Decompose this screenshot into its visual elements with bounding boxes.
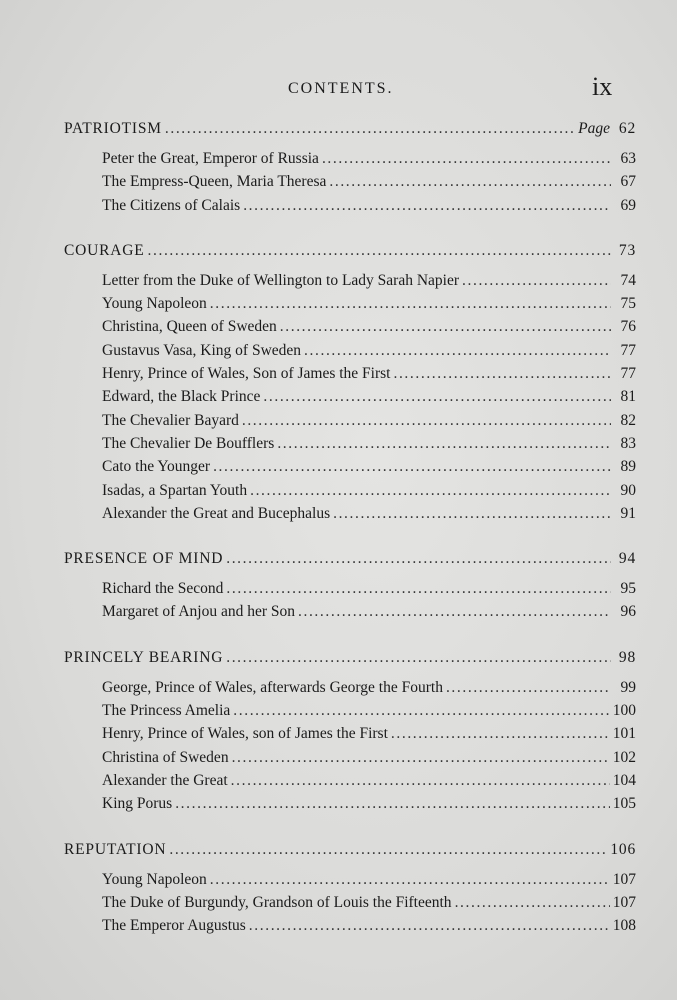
dot-leader (304, 342, 611, 360)
dot-leader (263, 388, 611, 406)
section-title: COURAGE (64, 241, 145, 259)
toc-section (64, 550, 636, 627)
dot-leader (462, 272, 611, 290)
dot-leader (393, 365, 611, 383)
dot-leader (322, 150, 611, 168)
toc-entry (64, 749, 636, 772)
section-title: PRESENCE OF MIND (64, 550, 224, 568)
entry-title: Young Napoleon (102, 295, 207, 313)
toc-entry (64, 603, 636, 626)
dot-leader (232, 749, 610, 767)
section-title: PATRIOTISM (64, 120, 162, 137)
entry-page-number: 77 (620, 365, 636, 383)
toc-section-heading (64, 242, 636, 268)
entry-page-number: 63 (620, 150, 636, 167)
toc-entry (64, 318, 636, 341)
toc-entry (64, 795, 636, 818)
entry-page-number: 83 (620, 434, 636, 452)
section-page-number: 106 (610, 840, 636, 858)
dot-leader (249, 917, 610, 935)
dot-leader (455, 894, 610, 912)
toc-entry (64, 725, 636, 748)
toc-entry (64, 197, 636, 220)
entry-page-number: 77 (620, 341, 636, 359)
toc-entry (64, 482, 636, 505)
dot-leader (243, 197, 611, 215)
toc-section-heading (64, 841, 636, 867)
entry-title: Alexander the Great and Bucephalus (102, 504, 331, 522)
toc-section-heading (64, 649, 636, 675)
page-number: ix (592, 72, 613, 101)
section-title: PRINCELY BEARING (64, 648, 224, 666)
entry-title: George, Prince of Wales, afterwards George the Fourth (102, 678, 443, 696)
entry-title: Christina, Queen of Sweden (102, 318, 277, 336)
running-title: CONTENTS. (288, 80, 394, 97)
dot-leader (280, 318, 611, 336)
entry-page-number: 107 (612, 870, 636, 888)
entry-page-number: 76 (620, 318, 636, 336)
toc-entry (64, 435, 636, 458)
entry-page-number: 108 (612, 917, 636, 935)
toc-section (64, 841, 636, 941)
dot-leader (233, 702, 609, 720)
toc-entry (64, 871, 636, 894)
entry-title: Young Napoleon (102, 870, 207, 888)
toc-entry (64, 342, 636, 365)
entry-page-number: 90 (620, 481, 636, 499)
toc-entry (64, 772, 636, 795)
entry-title: Margaret of Anjou and her Son (102, 603, 295, 621)
section-page-number: 62 (618, 120, 636, 137)
entry-page-number: 104 (612, 771, 636, 789)
dot-leader (226, 550, 611, 568)
toc-entry (64, 365, 636, 388)
toc-section-heading (64, 550, 636, 576)
page-prefix: Page (578, 120, 610, 137)
toc-entry (64, 580, 636, 603)
toc-entry (64, 702, 636, 725)
entry-title: The Chevalier Bayard (102, 411, 239, 429)
entry-title: Isadas, a Spartan Youth (102, 481, 248, 499)
entry-title: Cato the Younger (102, 458, 211, 476)
entry-title: The Empress-Queen, Maria Theresa (102, 173, 327, 191)
dot-leader (250, 482, 611, 500)
entry-page-number: 75 (620, 295, 636, 313)
table-of-contents (64, 120, 636, 962)
entry-page-number: 74 (620, 271, 636, 289)
entry-page-number: 69 (620, 196, 636, 214)
toc-entry (64, 458, 636, 481)
entry-title: The Chevalier De Boufflers (102, 434, 275, 452)
entry-page-number: 105 (612, 795, 636, 813)
entry-title: Edward, the Black Prince (102, 388, 261, 406)
entry-page-number: 81 (620, 388, 636, 406)
dot-leader (446, 679, 611, 697)
dot-leader (277, 435, 611, 453)
toc-entry (64, 917, 636, 940)
entry-title: The Duke of Burgundy, Grandson of Louis the Fifteenth (102, 893, 452, 911)
toc-section (64, 120, 636, 220)
dot-leader (329, 173, 611, 191)
entry-page-number: 99 (620, 678, 636, 696)
toc-entry (64, 505, 636, 528)
dot-leader (226, 580, 611, 598)
toc-entry (64, 412, 636, 435)
toc-entry (64, 295, 636, 318)
toc-section (64, 649, 636, 819)
entry-title: Henry, Prince of Wales, Son of James the First (102, 365, 391, 383)
entry-page-number: 100 (612, 702, 636, 720)
entry-page-number: 89 (620, 458, 636, 476)
entry-title: The Citizens of Calais (102, 196, 241, 214)
entry-title: King Porus (102, 795, 173, 813)
dot-leader (391, 725, 610, 743)
dot-leader (210, 871, 610, 889)
section-page-number: 98 (618, 648, 636, 666)
entry-page-number: 107 (612, 893, 636, 911)
entry-page-number: 82 (620, 411, 636, 429)
dot-leader (333, 505, 611, 523)
entry-title: The Princess Amelia (102, 702, 231, 720)
dot-leader (165, 120, 575, 138)
dot-leader (226, 649, 611, 667)
entry-title: The Emperor Augustus (102, 917, 246, 935)
dot-leader (169, 841, 607, 859)
page-header (0, 72, 677, 106)
entry-page-number: 67 (620, 173, 636, 191)
entry-page-number: 101 (612, 725, 636, 743)
section-title: REPUTATION (64, 840, 167, 858)
entry-title: Peter the Great, Emperor of Russia (102, 150, 319, 167)
toc-section (64, 242, 636, 528)
toc-entry (64, 173, 636, 196)
toc-entry (64, 894, 636, 917)
dot-leader (298, 603, 611, 621)
entry-title: Christina of Sweden (102, 748, 229, 766)
toc-entry (64, 150, 636, 173)
entry-page-number: 95 (620, 580, 636, 598)
toc-entry (64, 388, 636, 411)
entry-title: Letter from the Duke of Wellington to Lady Sarah Napier (102, 271, 460, 289)
entry-title: Henry, Prince of Wales, son of James the First (102, 725, 388, 743)
section-page-number: 73 (618, 241, 636, 259)
dot-leader (210, 295, 611, 313)
toc-section-heading (64, 120, 636, 146)
dot-leader (231, 772, 610, 790)
dot-leader (148, 242, 611, 260)
toc-entry (64, 679, 636, 702)
entry-title: Alexander the Great (102, 771, 228, 789)
dot-leader (242, 412, 611, 430)
toc-entry (64, 272, 636, 295)
dot-leader (213, 458, 611, 476)
entry-page-number: 102 (612, 748, 636, 766)
entry-title: Richard the Second (102, 580, 224, 598)
entry-page-number: 96 (620, 603, 636, 621)
dot-leader (175, 795, 610, 813)
entry-title: Gustavus Vasa, King of Sweden (102, 341, 302, 359)
entry-page-number: 91 (620, 504, 636, 522)
section-page-number: 94 (618, 550, 636, 568)
